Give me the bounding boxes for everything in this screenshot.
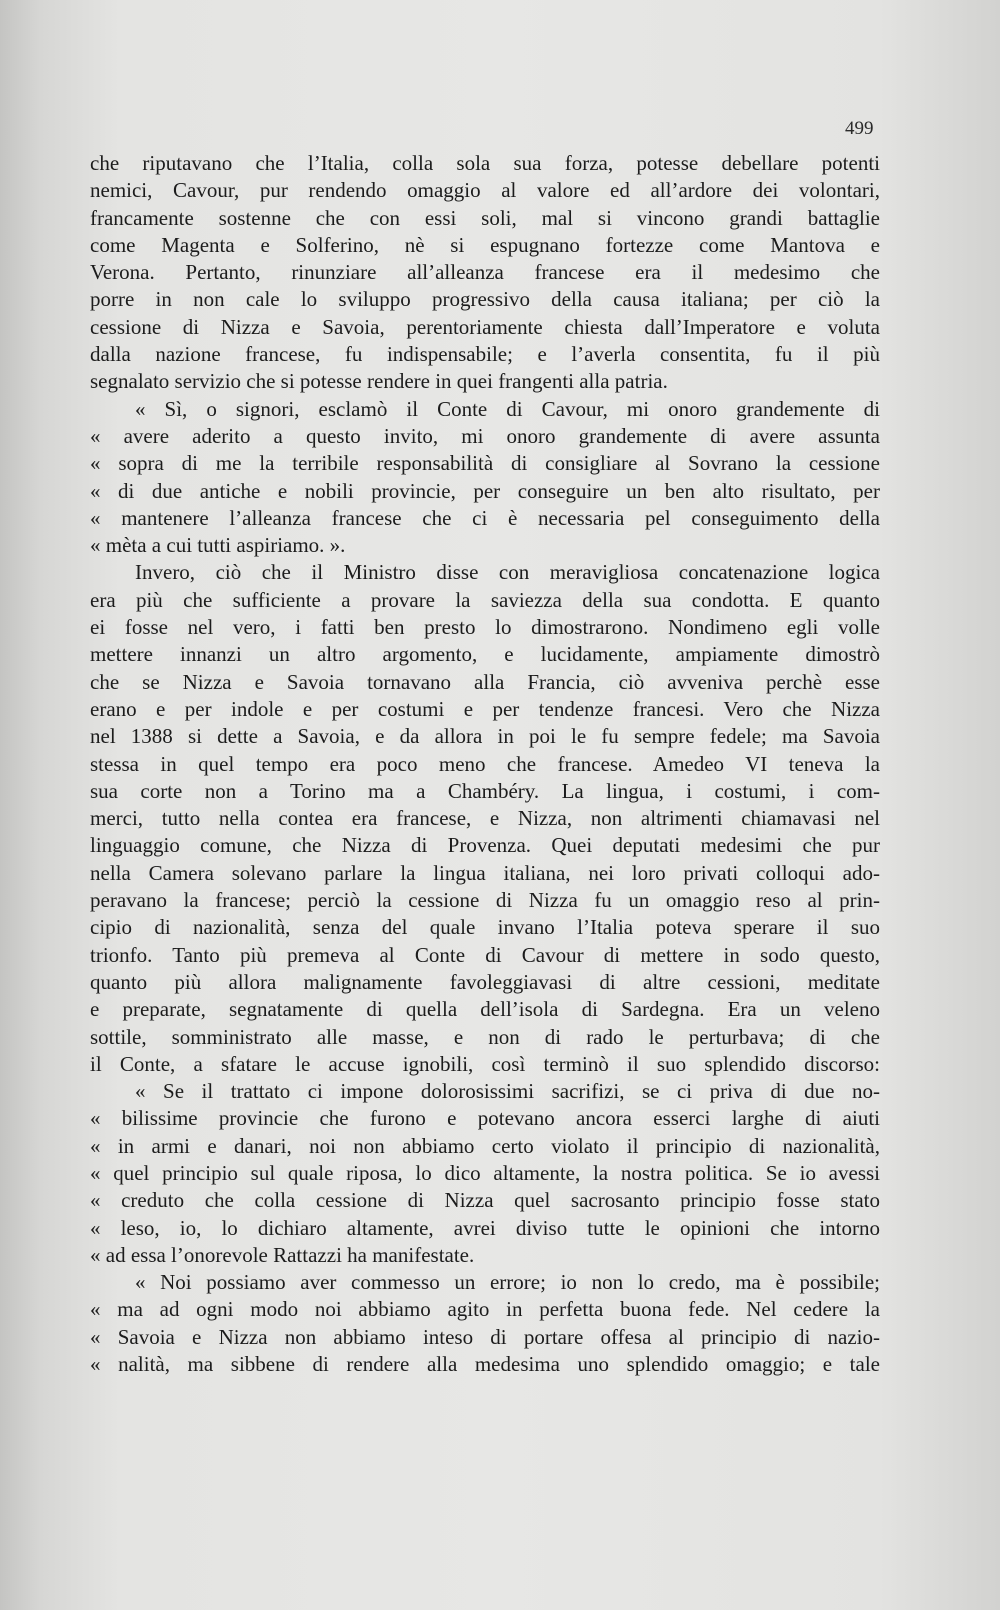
text-line: francamente sostenne che con essi soli, mal si vincono grandi battaglie <box>90 205 880 230</box>
text-line: « ma ad ogni modo noi abbiamo agito in perfetta buona fede. Nel cedere la <box>90 1297 880 1322</box>
text-line: « bilissime provincie che furono e potevano ancora esserci larghe di aiuti <box>90 1106 880 1131</box>
text-line: ei fosse nel vero, i fatti ben presto lo dimostrarono. Nondimeno egli volle <box>90 615 880 640</box>
text-line: che riputavano che l’Italia, colla sola sua forza, potesse debellare potenti <box>90 151 880 175</box>
text-line: « mèta a cui tutti aspiriamo. ». <box>90 533 346 558</box>
text-line: che se Nizza e Savoia tornavano alla Francia, ciò avveniva perchè esse <box>90 669 880 694</box>
text-line: « nalità, ma sibbene di rendere alla medesima uno splendido omaggio; e tale <box>90 1352 880 1377</box>
page-number: 499 <box>845 118 874 139</box>
text-line: porre in non cale lo sviluppo progressivo della causa italiana; per ciò la <box>90 287 880 312</box>
text-line: merci, tutto nella contea era francese, e Nizza, non altrimenti chiamavasi nel <box>90 806 880 831</box>
text-line: « Se il trattato ci impone dolorosissimi sacrifizi, se ci priva di due no- <box>135 1079 880 1104</box>
text-line: era più che sufficiente a provare la saviezza della sua condotta. E quanto <box>90 587 880 612</box>
text-line: « sopra di me la terribile responsabilità di consigliare al Sovrano la cessione <box>90 451 880 476</box>
text-line: sua corte non a Torino ma a Chambéry. La lingua, i costumi, i com- <box>90 778 880 803</box>
text-line: « quel principio sul quale riposa, lo dico altamente, la nostra politica. Se io avessi <box>90 1160 880 1185</box>
text-line: come Magenta e Solferino, nè si espugnano fortezze come Mantova e <box>90 232 880 257</box>
text-line: nemici, Cavour, pur rendendo omaggio al valore ed all’ardore dei volontari, <box>90 178 880 203</box>
text-line: « mantenere l’alleanza francese che ci è necessaria pel conseguimento della <box>90 505 880 530</box>
text-line: Invero, ciò che il Ministro disse con meravigliosa concatenazione logica <box>135 560 880 585</box>
text-line: linguaggio comune, che Nizza di Provenza. Quei deputati medesimi che pur <box>90 833 880 858</box>
text-line: « in armi e danari, noi non abbiamo certo violato il principio di nazionalità, <box>90 1133 880 1158</box>
text-line: nel 1388 si dette a Savoia, e da allora in poi le fu sempre fedele; ma Savoia <box>90 724 880 749</box>
text-line: segnalato servizio che si potesse rendere in quei frangenti alla patria. <box>90 369 668 394</box>
text-line: « avere aderito a questo invito, mi onoro grandemente di avere assunta <box>90 423 880 448</box>
text-line: peravano la francese; perciò la cessione di Nizza fu un omaggio reso al prin- <box>90 888 880 913</box>
text-line: « leso, io, lo dichiaro altamente, avrei diviso tutte le opinioni che intorno <box>90 1215 880 1240</box>
text-line: « Savoia e Nizza non abbiamo inteso di portare offesa al principio di nazio- <box>90 1324 880 1349</box>
text-line: cessione di Nizza e Savoia, perentoriamente chiesta dall’Imperatore e voluta <box>90 314 880 339</box>
text-line: e preparate, segnatamente di quella dell’isola di Sardegna. Era un veleno <box>90 997 880 1022</box>
text-line: « di due antiche e nobili provincie, per conseguire un ben alto risultato, per <box>90 478 880 503</box>
text-line: « creduto che colla cessione di Nizza quel sacrosanto principio fosse stato <box>90 1188 880 1213</box>
text-line: « Sì, o signori, esclamò il Conte di Cavour, mi onoro grandemente di <box>135 396 880 421</box>
text-line: cipio di nazionalità, senza del quale invano l’Italia poteva sperare il suo <box>90 915 880 940</box>
text-line: nella Camera solevano parlare la lingua italiana, nei loro privati colloqui ado- <box>90 860 880 885</box>
text-line: Verona. Pertanto, rinunziare all’alleanza francese era il medesimo che <box>90 260 880 285</box>
text-line: sottile, somministrato alle masse, e non di rado le perturbava; di che <box>90 1024 880 1049</box>
text-line: « ad essa l’onorevole Rattazzi ha manifestate. <box>90 1242 475 1267</box>
body-text <box>90 150 880 1378</box>
text-line: dalla nazione francese, fu indispensabile; e l’averla consentita, fu il più <box>90 342 880 367</box>
text-line: trionfo. Tanto più premeva al Conte di Cavour di mettere in sodo questo, <box>90 942 880 967</box>
text-line: quanto più allora malignamente favoleggiavasi di altre cessioni, meditate <box>90 969 880 994</box>
text-line: il Conte, a sfatare le accuse ignobili, così terminò il suo splendido discorso: <box>90 1051 880 1076</box>
text-line: « Noi possiamo aver commesso un errore; io non lo credo, ma è possibile; <box>135 1270 880 1295</box>
text-line: mettere innanzi un altro argomento, e lucidamente, ampiamente dimostrò <box>90 642 880 667</box>
text-line: stessa in quel tempo era poco meno che francese. Amedeo VI teneva la <box>90 751 880 776</box>
text-line: erano e per indole e per costumi e per tendenze francesi. Vero che Nizza <box>90 696 880 721</box>
